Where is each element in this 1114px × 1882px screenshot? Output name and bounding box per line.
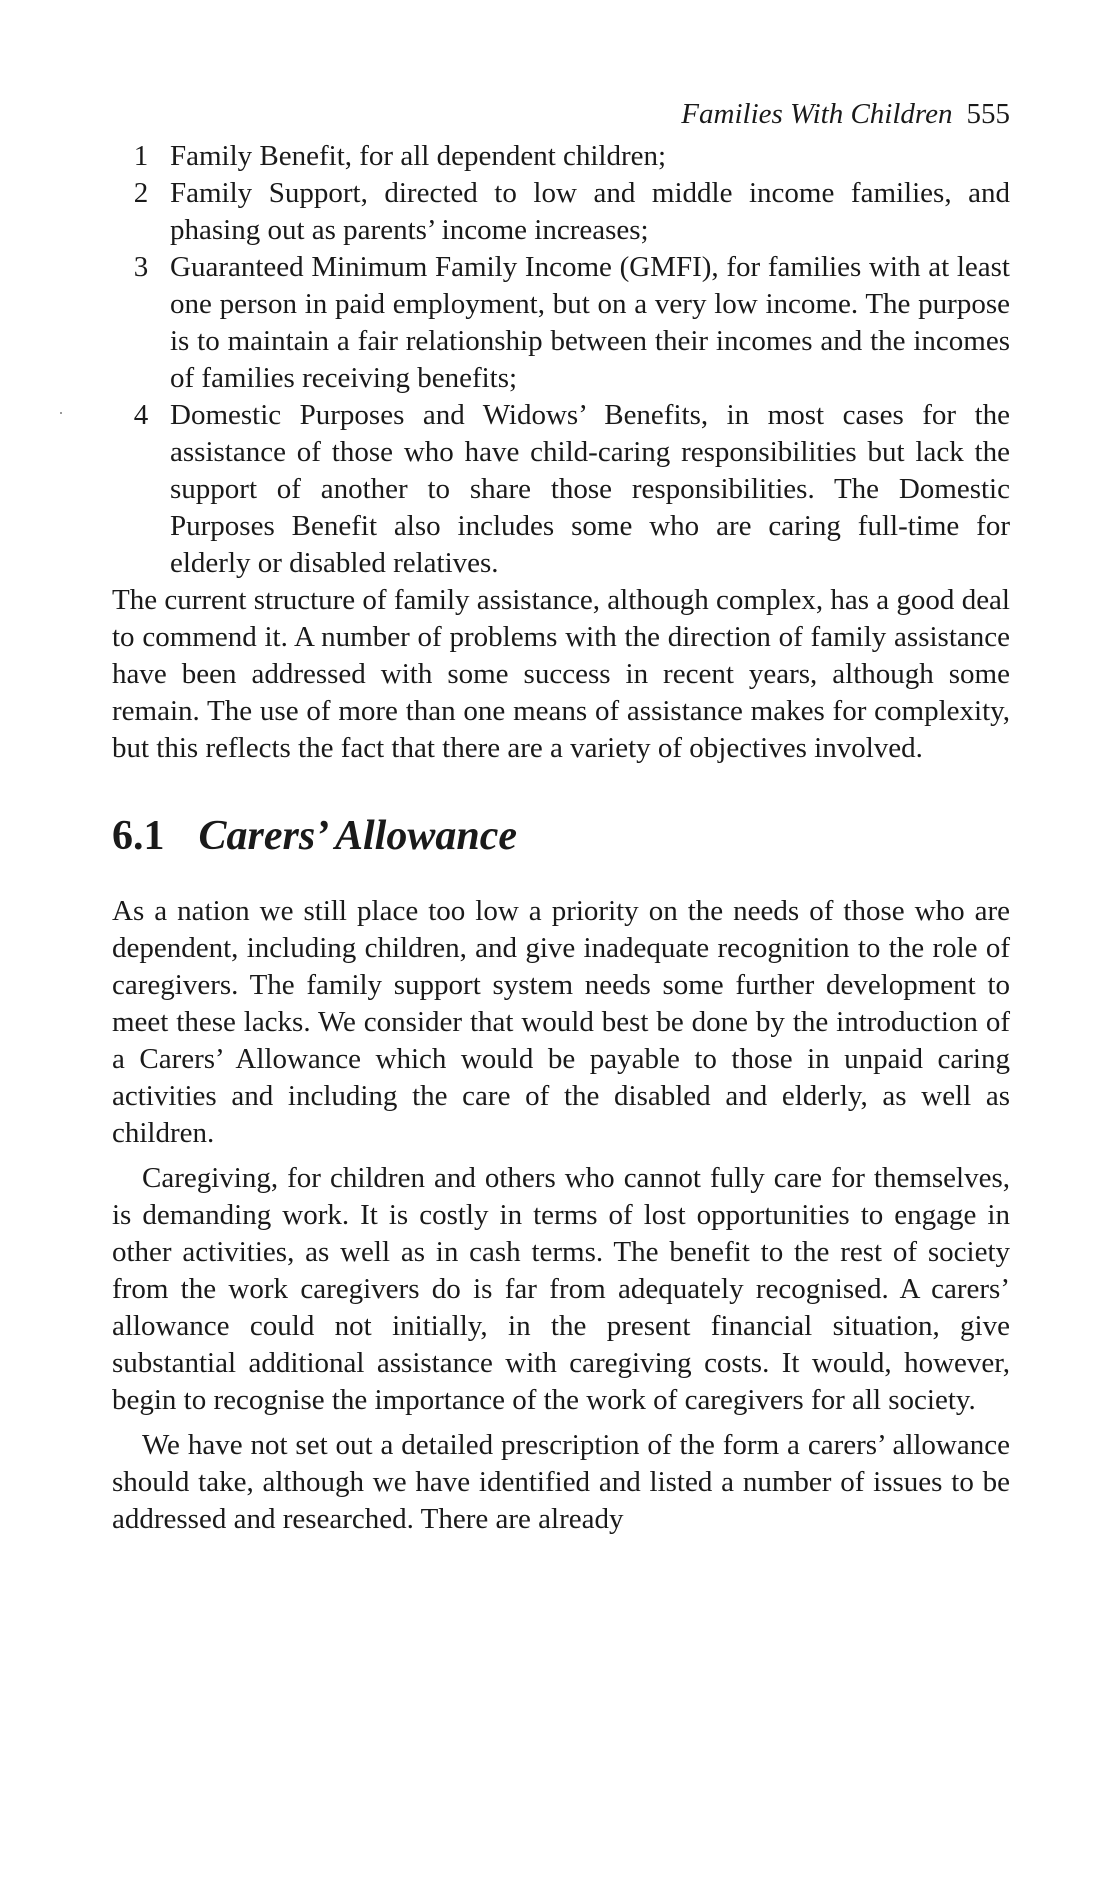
list-item-number: 4	[133, 399, 149, 431]
margin-mark	[60, 412, 62, 414]
list-item	[112, 138, 1010, 175]
page-number: 555	[966, 98, 1010, 130]
section-number: 6.1	[112, 813, 165, 859]
body-paragraph: We have not set out a detailed prescription of the form a carers’ allowance should take, although we have identified and listed a number of issues to be addressed and researched. There are already	[112, 1429, 1010, 1535]
list-item-text: Family Benefit, for all dependent children;	[170, 140, 667, 172]
running-head	[112, 96, 1010, 132]
list-item-text: Guaranteed Minimum Family Income (GMFI), for families with at least one person in paid employment, but on a very low income. The purpose is to maintain a fair relationship between their incomes and the incomes of families receiving benefits;	[170, 251, 1010, 394]
body-paragraph: The current structure of family assistance, although complex, has a good deal to commend it. A number of problems with the direction of family assistance have been addressed with some success in recent years, although some remain. The use of more than one means of assistance makes for complexity, but this reflects the fact that there are a variety of objectives involved.	[112, 584, 1010, 764]
list-item-number: 2	[133, 177, 149, 209]
list-item	[112, 397, 1010, 582]
section-heading	[112, 811, 1010, 861]
section-title: Carers’ Allowance	[198, 813, 518, 859]
body-paragraph: Caregiving, for children and others who cannot fully care for themselves, is demanding work. It is costly in terms of lost opportunities to engage in other activities, as well as in cash terms. The benefit to the rest of society from the work caregivers do is far from adequately recognised. A carers’ allowance could not initially, in the present financial situation, give substantial additional assistance with caregiving costs. It would, however, begin to recognise the importance of the work of caregivers for all society.	[112, 1162, 1010, 1416]
list-item	[112, 249, 1010, 397]
list-item-text: Domestic Purposes and Widows’ Benefits, in most cases for the assistance of those who have child-caring responsibilities but lack the support of another to share those responsibilities. The Domestic Purposes Benefit also includes some who are caring full-time for elderly or disabled relatives.	[170, 399, 1010, 579]
page-body	[112, 96, 1010, 1538]
benefits-list	[112, 138, 1010, 582]
body-paragraph: As a nation we still place too low a priority on the needs of those who are dependent, including children, and give inadequate recognition to the role of caregivers. The family support system needs some further development to meet these lacks. We consider that would best be done by the introduction of a Carers’ Allowance which would be payable to those in unpaid caring activities and including the care of the disabled and elderly, as well as children.	[112, 895, 1010, 1149]
list-item-text: Family Support, directed to low and middle income families, and phasing out as parents’ income increases;	[170, 177, 1010, 246]
running-head-title: Families With Children	[681, 98, 953, 130]
list-item	[112, 175, 1010, 249]
list-item-number: 3	[133, 251, 149, 283]
list-item-number: 1	[133, 140, 149, 172]
